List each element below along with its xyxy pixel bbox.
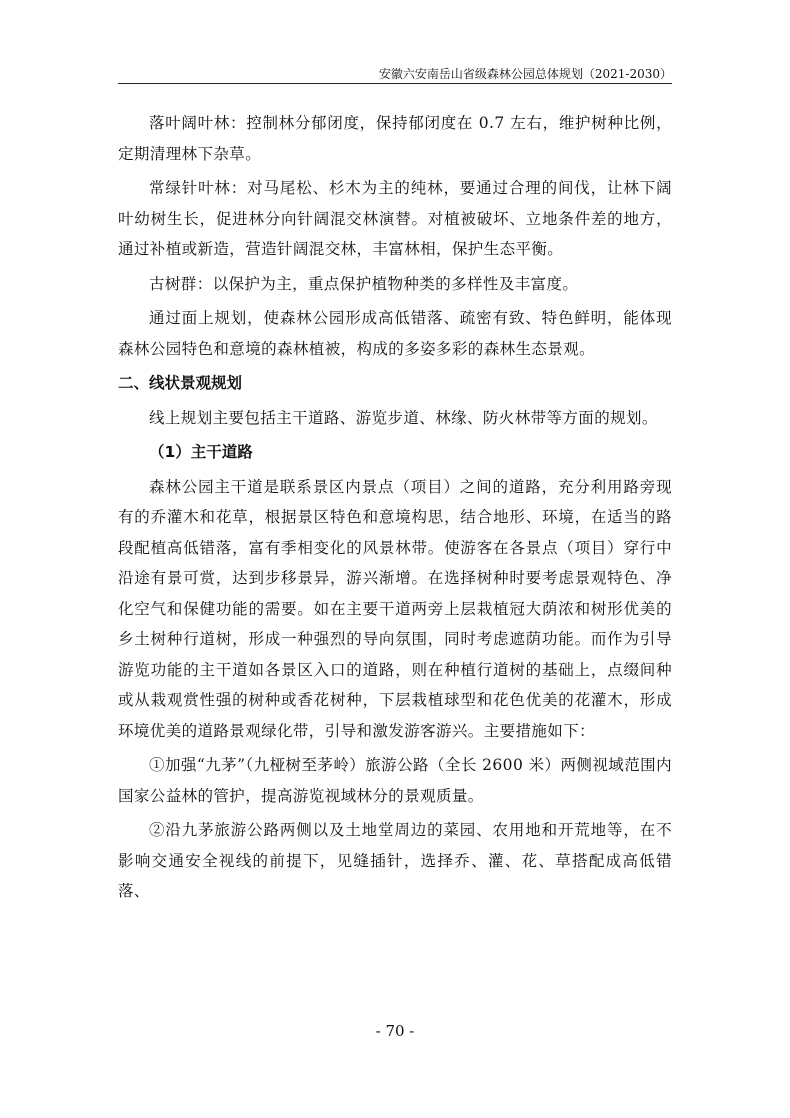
- header-divider: [118, 83, 672, 84]
- section-heading-linear-landscape: 二、线状景观规划: [118, 374, 243, 392]
- running-header: 安徽六安南岳山省级森林公园总体规划（2021-2030）: [378, 67, 672, 81]
- paragraph-deciduous-forest: 落叶阔叶林：控制林分郁闭度，保持郁闭度在 0.7 左右，维护树种比例，定期清理林下杂草。: [118, 114, 672, 163]
- subsection-heading-main-roads: （1）主干道路: [149, 443, 253, 461]
- document-body: [118, 108, 672, 911]
- page-number: - 70 -: [375, 1022, 415, 1040]
- paragraph-area-planning-summary: 通过面上规划，使森林公园形成高低错落、疏密有致、特色鲜明，能体现森林公园特色和意境的森林植被，构成的多姿多彩的森林生态景观。: [118, 309, 672, 358]
- paragraph-linear-planning-intro: 线上规划主要包括主干道路、游览步道、林缘、防火林带等方面的规划。: [149, 408, 658, 427]
- paragraph-ancient-trees: 古树群：以保护为主，重点保护植物种类的多样性及丰富度。: [149, 274, 579, 293]
- paragraph-evergreen-conifer: 常绿针叶林：对马尾松、杉木为主的纯林，要通过合理的间伐，让林下阔叶幼树生长，促进林分向针阔混交林演替。对植被破坏、立地条件差的地方，通过补植或新造，营造针阔混交林，丰富林相，保护生态平衡。: [118, 179, 672, 258]
- paragraph-measure-2: ②沿九茅旅游公路两侧以及土地堂周边的菜园、农用地和开荒地等，在不影响交通安全视线的前提下，见缝插针，选择乔、灌、花、草搭配成高低错落、: [118, 821, 672, 900]
- paragraph-main-roads: 森林公园主干道是联系景区内景点（项目）之间的道路，充分利用路旁现有的乔灌木和花草，根据景区特色和意境构思，结合地形、环境，在适当的路段配植高低错落，富有季相变化的风景林带。使游客在各景点（项目）穿行中沿途有景可赏，达到步移景异，游兴渐增。在选择树种时要考虑景观特色、净化空气和保健功能的需要。如在主要干道两旁上层栽植冠大荫浓和树形优美的乡土树种行道树，形成一种强烈的导向氛围，同时考虑遮荫功能。而作为引导游览功能的主干道如各景区入口的道路，则在种植行道树的基础上，点缀间种或从栽观赏性强的树种或香花树种，下层栽植球型和花色优美的花灌木，形成环境优美的道路景观绿化带，引导和激发游客游兴。主要措施如下：: [118, 477, 672, 740]
- paragraph-measure-1: ①加强“九茅”（九桠树至茅岭）旅游公路（全长 2600 米）两侧视域范围内国家公益林的管护，提高游览视域林分的景观质量。: [118, 756, 672, 805]
